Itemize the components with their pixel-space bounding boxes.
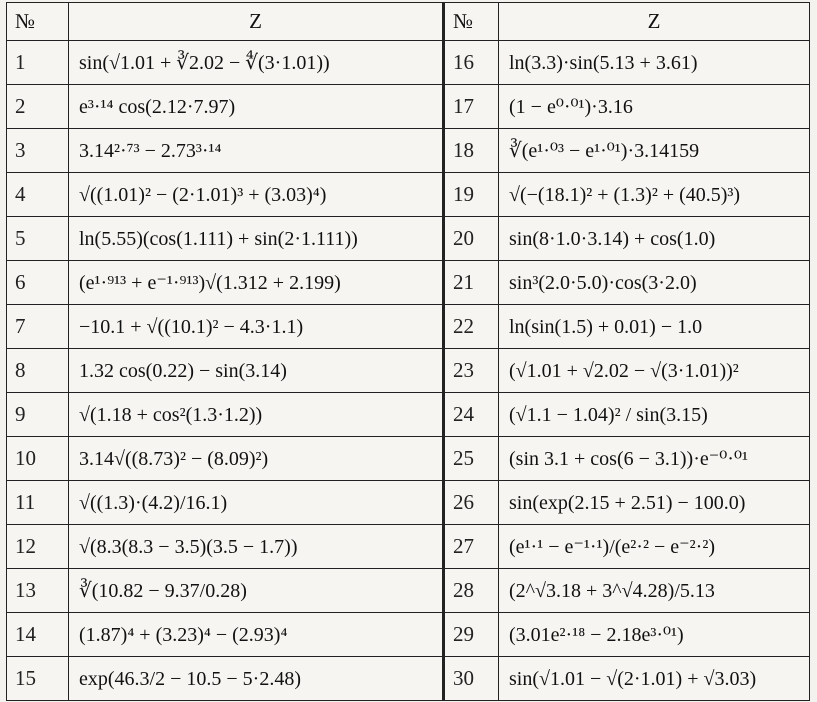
- table-row: [7, 481, 810, 525]
- variant-number-right: 22: [444, 305, 499, 349]
- variant-number-right: 29: [444, 613, 499, 657]
- variant-number-right: 17: [444, 85, 499, 129]
- formula-right: (√1.1 − 1.04)² / sin(3.15): [499, 393, 810, 437]
- variant-number-left: 13: [7, 569, 69, 613]
- table-row: [7, 173, 810, 217]
- variant-number-left: 11: [7, 481, 69, 525]
- variant-number-left: 10: [7, 437, 69, 481]
- table-body: [7, 41, 810, 701]
- formula-right: ∛(e¹·⁰³ − e¹·⁰¹)·3.14159: [499, 129, 810, 173]
- table-row: [7, 613, 810, 657]
- variant-number-left: 12: [7, 525, 69, 569]
- formula-left: √((1.3)·(4.2)/16.1): [69, 481, 444, 525]
- table-row: [7, 305, 810, 349]
- variant-number-left: 2: [7, 85, 69, 129]
- formula-right: ln(sin(1.5) + 0.01) − 1.0: [499, 305, 810, 349]
- header-number-right: №: [444, 3, 499, 41]
- formula-left: (1.87)⁴ + (3.23)⁴ − (2.93)⁴: [69, 613, 444, 657]
- formula-right: (e¹·¹ − e⁻¹·¹)/(e²·² − e⁻²·²): [499, 525, 810, 569]
- formula-right: sin(8·1.0·3.14) + cos(1.0): [499, 217, 810, 261]
- table-row: [7, 261, 810, 305]
- variant-number-right: 26: [444, 481, 499, 525]
- formula-left: (e¹·⁹¹³ + e⁻¹·⁹¹³)√(1.312 + 2.199): [69, 261, 444, 305]
- variant-number-left: 3: [7, 129, 69, 173]
- table-row: [7, 85, 810, 129]
- variant-number-right: 28: [444, 569, 499, 613]
- formula-right: sin³(2.0·5.0)·cos(3·2.0): [499, 261, 810, 305]
- formula-left: sin(√1.01 + ∛2.02 − ∜(3·1.01)): [69, 41, 444, 85]
- formula-left: ∛(10.82 − 9.37/0.28): [69, 569, 444, 613]
- formula-left: exp(46.3/2 − 10.5 − 5·2.48): [69, 657, 444, 701]
- variant-number-left: 14: [7, 613, 69, 657]
- table-row: [7, 393, 810, 437]
- variant-number-right: 19: [444, 173, 499, 217]
- formula-right: sin(exp(2.15 + 2.51) − 100.0): [499, 481, 810, 525]
- formula-right: ln(3.3)·sin(5.13 + 3.61): [499, 41, 810, 85]
- formula-right: (sin 3.1 + cos(6 − 3.1))·e⁻⁰·⁰¹: [499, 437, 810, 481]
- variant-number-left: 15: [7, 657, 69, 701]
- formula-right: (√1.01 + √2.02 − √(3·1.01))²: [499, 349, 810, 393]
- variant-number-left: 8: [7, 349, 69, 393]
- formula-left: e³·¹⁴ cos(2.12·7.97): [69, 85, 444, 129]
- formula-right: (1 − e⁰·⁰¹)·3.16: [499, 85, 810, 129]
- header-z-left: Z: [69, 3, 444, 41]
- formula-table: [6, 2, 810, 701]
- formula-left: √((1.01)² − (2·1.01)³ + (3.03)⁴): [69, 173, 444, 217]
- table-row: [7, 129, 810, 173]
- variant-number-right: 18: [444, 129, 499, 173]
- header-row: [7, 3, 810, 41]
- formula-left: 3.14√((8.73)² − (8.09)²): [69, 437, 444, 481]
- variant-number-left: 1: [7, 41, 69, 85]
- variant-number-left: 9: [7, 393, 69, 437]
- formula-left: √(1.18 + cos²(1.3·1.2)): [69, 393, 444, 437]
- formula-right: sin(√1.01 − √(2·1.01) + √3.03): [499, 657, 810, 701]
- header-number-left: №: [7, 3, 69, 41]
- variant-number-right: 23: [444, 349, 499, 393]
- formula-left: √(8.3(8.3 − 3.5)(3.5 − 1.7)): [69, 525, 444, 569]
- table-row: [7, 569, 810, 613]
- formula-left: 1.32 cos(0.22) − sin(3.14): [69, 349, 444, 393]
- table-row: [7, 525, 810, 569]
- header-z-right: Z: [499, 3, 810, 41]
- formula-left: 3.14²·⁷³ − 2.73³·¹⁴: [69, 129, 444, 173]
- variant-number-left: 4: [7, 173, 69, 217]
- formula-right: √(−(18.1)² + (1.3)² + (40.5)³): [499, 173, 810, 217]
- formula-right: (3.01e²·¹⁸ − 2.18e³·⁰¹): [499, 613, 810, 657]
- formula-left: ln(5.55)(cos(1.111) + sin(2·1.111)): [69, 217, 444, 261]
- table-row: [7, 349, 810, 393]
- variant-number-left: 7: [7, 305, 69, 349]
- variant-number-right: 20: [444, 217, 499, 261]
- variant-number-right: 16: [444, 41, 499, 85]
- variant-number-left: 5: [7, 217, 69, 261]
- table-row: [7, 217, 810, 261]
- table-row: [7, 657, 810, 701]
- variant-number-right: 30: [444, 657, 499, 701]
- table-row: [7, 437, 810, 481]
- variant-number-left: 6: [7, 261, 69, 305]
- table-row: [7, 41, 810, 85]
- variant-number-right: 24: [444, 393, 499, 437]
- formula-right: (2^√3.18 + 3^√4.28)/5.13: [499, 569, 810, 613]
- formula-left: −10.1 + √((10.1)² − 4.3·1.1): [69, 305, 444, 349]
- variant-number-right: 25: [444, 437, 499, 481]
- variant-number-right: 21: [444, 261, 499, 305]
- variant-number-right: 27: [444, 525, 499, 569]
